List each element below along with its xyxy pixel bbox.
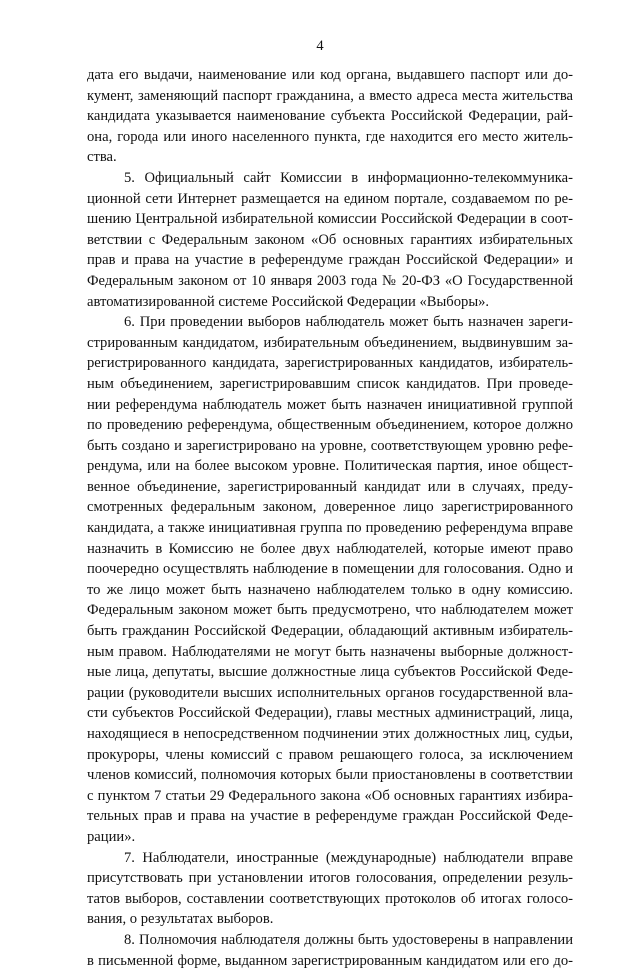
text-line: рендума, или на более высоком уровне. Политическая партия, иное общест-: [87, 458, 573, 475]
text-line: смотренных федеральным законом, доверенное лицо зарегистрированного: [87, 499, 573, 516]
text-line: она, города или иного населенного пункта, где находится его место житель-: [87, 128, 573, 145]
text-line: быть создано и зарегистрировано на уровне, соответствующем уровню рефе-: [87, 437, 573, 454]
text-line: прав и права на участие в референдуме граждан Российской Федерации» и: [87, 252, 573, 269]
text-line: членов комиссий, полномочия которых были приостановлены в соответствии: [87, 767, 573, 784]
text-line: вания, о результатах выборов.: [87, 911, 274, 928]
text-line: 5. Официальный сайт Комиссии в информационно-телекоммуника-: [124, 169, 573, 186]
text-line: назначить в Комиссию не более двух наблюдателей, которые имеют право: [87, 540, 573, 557]
text-line: ным объединением, зарегистрировавшим список кандидатов. При проведе-: [87, 375, 573, 392]
text-line: дата его выдачи, наименование или код органа, выдавшего паспорт или до-: [87, 67, 573, 83]
text-line: 8. Полномочия наблюдателя должны быть удостоверены в направлении: [124, 931, 573, 948]
text-line: то же лицо может быть назначено наблюдателем только в одну комиссию.: [87, 581, 573, 598]
text-line: кумент, заменяющий паспорт гражданина, а вместо адреса места жительства: [87, 87, 573, 104]
text-line: по проведению референдума, общественным объединением, которое должно: [87, 417, 573, 434]
text-line: 7. Наблюдатели, иностранные (международные) наблюдатели вправе: [124, 849, 573, 866]
page-number: 4: [316, 38, 324, 54]
text-line: ционной сети Интернет размещается на едином портале, создаваемом по ре-: [87, 190, 573, 207]
text-line: автоматизированной системе Российской Федерации «Выборы».: [87, 293, 490, 310]
text-line: кандидата указывается наименование субъекта Российской Федерации, рай-: [87, 108, 573, 125]
text-line: нии референдума наблюдатель может быть назначен инициативной группой: [87, 396, 573, 413]
text-line: быть гражданин Российской Федерации, обладающий активным избиратель-: [87, 623, 573, 640]
text-line: стрированным кандидатом, избирательным объединением, выдвинувшим за-: [87, 334, 573, 351]
text-line: шению Центральной избирательной комиссии Российской Федерации в соот-: [87, 211, 573, 228]
text-line: татов выборов, составлении соответствующих протоколов об итогах голосо-: [87, 890, 573, 907]
text-line: 6. При проведении выборов наблюдатель может быть назначен зареги-: [124, 314, 573, 331]
text-line: поочередно осуществлять наблюдение в помещении для голосования. Одно и: [87, 561, 573, 578]
text-line: кандидата, а также инициативная группа по проведению референдума вправе: [87, 520, 573, 537]
text-line: ным правом. Наблюдателями не могут быть назначены выборные должност-: [87, 643, 573, 660]
text-line: рации».: [87, 828, 136, 845]
text-line: рации (руководители высших исполнительных органов государственной вла-: [87, 684, 573, 701]
text-line: венное объединение, зарегистрированный кандидат или в случаях, преду-: [87, 478, 573, 495]
text-line: тельных прав и права на участие в референдуме граждан Российской Феде-: [87, 808, 573, 825]
text-line: с пунктом 7 статьи 29 Федерального закона «Об основных гарантиях избира-: [87, 787, 573, 804]
text-line: ветствии с Федеральным законом «Об основных гарантиях избирательных: [87, 231, 573, 248]
text-line: Федеральным законом от 10 января 2003 года № 20-ФЗ «О Государственной: [87, 272, 573, 289]
text-line: ные лица, депутаты, высшие должностные лица субъектов Российской Феде-: [87, 664, 573, 681]
text-line: в письменной форме, выданном зарегистрированным кандидатом или его до-: [87, 952, 573, 969]
text-line: ства.: [87, 149, 117, 166]
text-line: присутствовать при установлении итогов голосования, определении резуль-: [87, 870, 573, 887]
text-line: находящиеся в непосредственном подчинении этих должностных лиц, судьи,: [87, 726, 573, 742]
document-body-text: [87, 65, 573, 971]
text-line: сти субъектов Российской Федерации), главы местных администраций, лица,: [87, 705, 573, 722]
text-line: прокуроры, члены комиссий с правом решающего голоса, за исключением: [87, 746, 573, 763]
text-line: регистрированного кандидата, зарегистрированных кандидатов, избиратель-: [87, 355, 573, 372]
text-line: Федеральным законом может быть предусмотрено, что наблюдателем может: [87, 602, 573, 619]
